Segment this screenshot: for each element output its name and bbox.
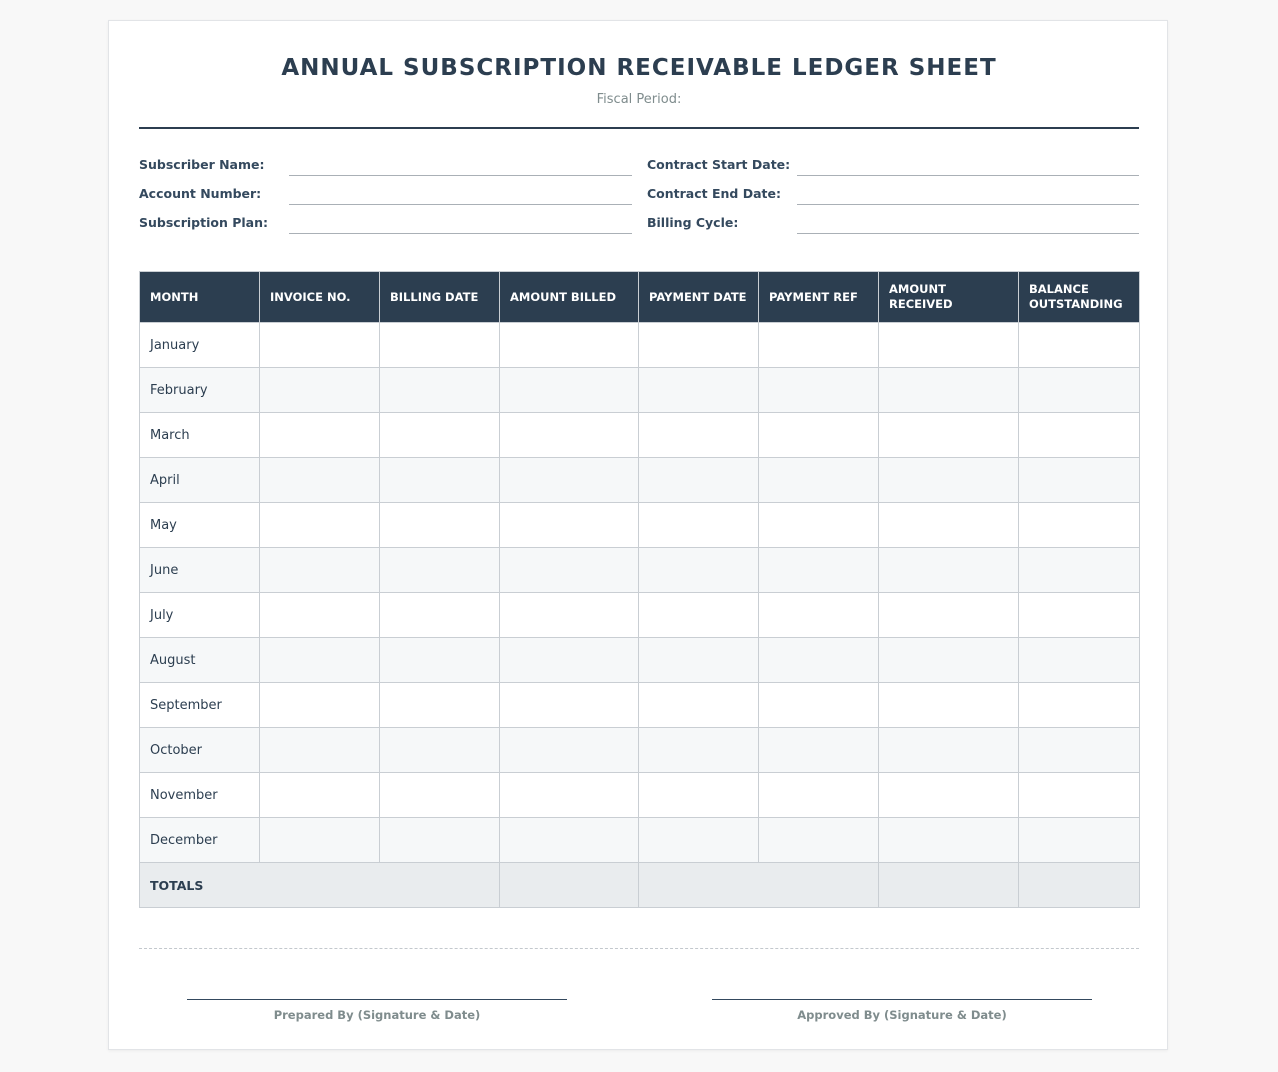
month-cell: December [140, 818, 260, 863]
billing-cycle-field [647, 211, 1139, 233]
table-row [140, 773, 1140, 818]
account-number-label: Account Number: [139, 186, 262, 201]
payment-ref-cell[interactable] [759, 683, 879, 728]
payment-date-cell[interactable] [639, 548, 759, 593]
payment-ref-cell[interactable] [759, 458, 879, 503]
column-header-invoice-no: INVOICE NO. [260, 272, 380, 323]
month-cell: May [140, 503, 260, 548]
billing-cycle-input-line[interactable] [797, 233, 1139, 234]
ledger-body [140, 323, 1140, 863]
totals-amount-billed-cell[interactable] [500, 863, 639, 908]
column-header-billing-date: BILLING DATE [380, 272, 500, 323]
column-header-month: MONTH [140, 272, 260, 323]
payment-date-cell[interactable] [639, 773, 759, 818]
month-cell: July [140, 593, 260, 638]
payment-ref-cell[interactable] [759, 638, 879, 683]
billing-date-cell[interactable] [380, 413, 500, 458]
month-cell: October [140, 728, 260, 773]
column-header-amount-billed: AMOUNT BILLED [500, 272, 639, 323]
approved-by-signature [712, 999, 1092, 1022]
table-row [140, 413, 1140, 458]
subscriber-name-field [139, 153, 632, 175]
subscriber-name-label: Subscriber Name: [139, 157, 265, 172]
balance-outstanding-cell[interactable] [1019, 368, 1140, 413]
table-row [140, 593, 1140, 638]
header-divider [139, 127, 1139, 129]
balance-outstanding-cell[interactable] [1019, 773, 1140, 818]
payment-ref-cell[interactable] [759, 593, 879, 638]
column-header-payment-date: PAYMENT DATE [639, 272, 759, 323]
subscription-plan-label: Subscription Plan: [139, 215, 268, 230]
column-header-balance-outstanding: BALANCE OUTSTANDING [1019, 272, 1140, 323]
amount-billed-cell[interactable] [500, 638, 639, 683]
table-row [140, 728, 1140, 773]
prepared-by-label: Prepared By (Signature & Date) [273, 1008, 481, 1022]
totals-amount-received-cell[interactable] [879, 863, 1019, 908]
amount-received-cell[interactable] [879, 503, 1019, 548]
billing-date-cell[interactable] [380, 683, 500, 728]
amount-billed-cell[interactable] [500, 683, 639, 728]
payment-date-cell[interactable] [639, 323, 759, 368]
invoice-no-cell[interactable] [260, 593, 380, 638]
balance-outstanding-cell[interactable] [1019, 638, 1140, 683]
prepared-by-signature [187, 999, 567, 1022]
amount-billed-cell[interactable] [500, 818, 639, 863]
amount-billed-cell[interactable] [500, 368, 639, 413]
payment-date-cell[interactable] [639, 728, 759, 773]
month-cell: January [140, 323, 260, 368]
balance-outstanding-cell[interactable] [1019, 728, 1140, 773]
subscription-plan-input-line[interactable] [289, 233, 632, 234]
table-row [140, 548, 1140, 593]
billing-date-cell[interactable] [380, 323, 500, 368]
invoice-no-cell[interactable] [260, 458, 380, 503]
amount-billed-cell[interactable] [500, 413, 639, 458]
payment-date-cell[interactable] [639, 503, 759, 548]
approved-by-label: Approved By (Signature & Date) [797, 1008, 1007, 1022]
payment-ref-cell[interactable] [759, 548, 879, 593]
billing-cycle-label: Billing Cycle: [647, 215, 739, 230]
amount-received-cell[interactable] [879, 413, 1019, 458]
payment-ref-cell[interactable] [759, 413, 879, 458]
amount-received-cell[interactable] [879, 458, 1019, 503]
payment-date-cell[interactable] [639, 413, 759, 458]
contract-end-date-input-line[interactable] [797, 204, 1139, 205]
account-number-field [139, 182, 632, 204]
balance-outstanding-cell[interactable] [1019, 458, 1140, 503]
invoice-no-cell[interactable] [260, 638, 380, 683]
payment-date-cell[interactable] [639, 593, 759, 638]
ledger-header-row [140, 272, 1140, 323]
payment-date-cell[interactable] [639, 638, 759, 683]
contract-end-date-label: Contract End Date: [647, 186, 781, 201]
table-row [140, 683, 1140, 728]
table-row [140, 503, 1140, 548]
month-cell: February [140, 368, 260, 413]
payment-date-cell[interactable] [639, 458, 759, 503]
table-row [140, 368, 1140, 413]
month-cell: April [140, 458, 260, 503]
billing-date-cell[interactable] [380, 548, 500, 593]
month-cell: August [140, 638, 260, 683]
billing-date-cell[interactable] [380, 638, 500, 683]
amount-received-cell[interactable] [879, 593, 1019, 638]
amount-received-cell[interactable] [879, 773, 1019, 818]
payment-ref-cell[interactable] [759, 773, 879, 818]
billing-date-cell[interactable] [380, 458, 500, 503]
subscriber-name-input-line[interactable] [289, 175, 632, 176]
totals-balance-outstanding-cell[interactable] [1019, 863, 1140, 908]
amount-billed-cell[interactable] [500, 593, 639, 638]
table-row [140, 458, 1140, 503]
balance-outstanding-cell[interactable] [1019, 548, 1140, 593]
payment-ref-cell[interactable] [759, 323, 879, 368]
amount-received-cell[interactable] [879, 368, 1019, 413]
billing-date-cell[interactable] [380, 503, 500, 548]
invoice-no-cell[interactable] [260, 323, 380, 368]
amount-received-cell[interactable] [879, 683, 1019, 728]
ledger-table [139, 271, 1140, 908]
month-cell: September [140, 683, 260, 728]
billing-date-cell[interactable] [380, 593, 500, 638]
approved-by-signature-line[interactable] [712, 999, 1092, 1000]
amount-received-cell[interactable] [879, 638, 1019, 683]
payment-date-cell[interactable] [639, 368, 759, 413]
amount-billed-cell[interactable] [500, 728, 639, 773]
payment-ref-cell[interactable] [759, 368, 879, 413]
amount-billed-cell[interactable] [500, 503, 639, 548]
invoice-no-cell[interactable] [260, 503, 380, 548]
month-cell: June [140, 548, 260, 593]
account-number-input-line[interactable] [289, 204, 632, 205]
subscription-plan-field [139, 211, 632, 233]
totals-payment-cell[interactable] [639, 863, 879, 908]
amount-billed-cell[interactable] [500, 458, 639, 503]
month-cell: March [140, 413, 260, 458]
payment-ref-cell[interactable] [759, 818, 879, 863]
amount-received-cell[interactable] [879, 728, 1019, 773]
table-row [140, 638, 1140, 683]
contract-end-date-field [647, 182, 1139, 204]
payment-ref-cell[interactable] [759, 728, 879, 773]
contract-start-date-input-line[interactable] [797, 175, 1139, 176]
invoice-no-cell[interactable] [260, 413, 380, 458]
table-row [140, 323, 1140, 368]
payment-date-cell[interactable] [639, 683, 759, 728]
amount-billed-cell[interactable] [500, 548, 639, 593]
balance-outstanding-cell[interactable] [1019, 818, 1140, 863]
billing-date-cell[interactable] [380, 818, 500, 863]
invoice-no-cell[interactable] [260, 548, 380, 593]
invoice-no-cell[interactable] [260, 368, 380, 413]
column-header-payment-ref: PAYMENT REF [759, 272, 879, 323]
invoice-no-cell[interactable] [260, 728, 380, 773]
invoice-no-cell[interactable] [260, 683, 380, 728]
balance-outstanding-cell[interactable] [1019, 503, 1140, 548]
balance-outstanding-cell[interactable] [1019, 413, 1140, 458]
payment-date-cell[interactable] [639, 818, 759, 863]
amount-received-cell[interactable] [879, 548, 1019, 593]
amount-billed-cell[interactable] [500, 773, 639, 818]
invoice-no-cell[interactable] [260, 818, 380, 863]
balance-outstanding-cell[interactable] [1019, 593, 1140, 638]
balance-outstanding-cell[interactable] [1019, 683, 1140, 728]
contract-start-date-field [647, 153, 1139, 175]
ledger-sheet [108, 20, 1168, 1050]
prepared-by-signature-line[interactable] [187, 999, 567, 1000]
column-header-amount-received: AMOUNT RECEIVED [879, 272, 1019, 323]
billing-date-cell[interactable] [380, 728, 500, 773]
payment-ref-cell[interactable] [759, 503, 879, 548]
billing-date-cell[interactable] [380, 368, 500, 413]
invoice-no-cell[interactable] [260, 773, 380, 818]
amount-billed-cell[interactable] [500, 323, 639, 368]
fiscal-period-label: Fiscal Period: [596, 92, 682, 107]
totals-label: TOTALS [140, 863, 500, 908]
balance-outstanding-cell[interactable] [1019, 323, 1140, 368]
table-row [140, 818, 1140, 863]
signature-divider [139, 948, 1139, 949]
totals-row [140, 863, 1140, 908]
amount-received-cell[interactable] [879, 818, 1019, 863]
billing-date-cell[interactable] [380, 773, 500, 818]
month-cell: November [140, 773, 260, 818]
contract-start-date-label: Contract Start Date: [647, 157, 791, 172]
page-title: ANNUAL SUBSCRIPTION RECEIVABLE LEDGER SHEET [281, 55, 997, 81]
amount-received-cell[interactable] [879, 323, 1019, 368]
